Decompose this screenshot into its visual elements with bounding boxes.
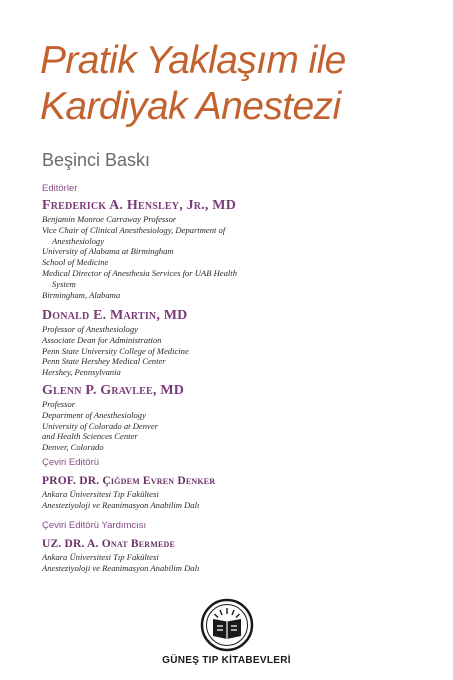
affiliation-line: Denver, Colorado (42, 442, 104, 453)
title-line-2: Kardiyak Anestezi (40, 85, 341, 128)
affiliation-line: Professor of Anesthesiology (42, 324, 138, 334)
publisher-name: GÜNEŞ TIP KİTABEVLERİ (162, 655, 291, 666)
affiliation-line: Anesteziyoloji ve Reanimasyon Anabilim Dalı (42, 499, 200, 510)
affiliation-line: Penn State University College of Medicine (42, 345, 189, 356)
affiliation-line: System (52, 278, 76, 289)
publisher-logo-icon (200, 598, 254, 652)
affiliation-line: Anesthesiology (52, 235, 105, 246)
editor-martin (42, 308, 302, 378)
editor-hensley (42, 198, 302, 300)
affiliation-line: School of Medicine (42, 257, 109, 268)
affiliation-line: Professor (42, 399, 76, 409)
affiliation-line: Department of Anesthesiology (42, 409, 146, 420)
affiliation-line: Penn State Hershey Medical Center (42, 356, 166, 367)
editor-name: Donald E. Martin, MD (42, 308, 188, 323)
affiliation-line: University of Alabama at Birmingham (42, 246, 174, 257)
affiliation-line: Hershey, Pennsylvania (42, 367, 121, 378)
affiliation-line: Benjamin Monroe Carraway Professor (42, 214, 177, 224)
affiliation-line: and Health Sciences Center (42, 431, 138, 442)
assistant-editor-label: Çeviri Editörü Yardımcısı (42, 520, 147, 531)
translation-editor-label: Çeviri Editörü (42, 457, 100, 468)
affiliation-line: Birmingham, Alabama (42, 289, 121, 300)
translation-editor (42, 473, 302, 511)
book-title (40, 38, 440, 130)
editor-name: Frederick A. Hensley, Jr., MD (42, 198, 237, 213)
affiliation-line: University of Colorado at Denver (42, 420, 158, 431)
edition-label: Beşinci Baskı (42, 150, 151, 170)
editor-name: Glenn P. Gravlee, MD (42, 383, 185, 398)
affiliation-line: Anesteziyoloji ve Reanimasyon Anabilim Dalı (42, 562, 200, 573)
assistant-editor (42, 536, 302, 574)
affiliation-line: Medical Director of Anesthesia Services for UAB Health (42, 267, 237, 278)
assistant-editor-name: UZ. DR. A. Onat Bermede (42, 538, 176, 550)
affiliation-line: Associate Dean for Administration (42, 334, 162, 345)
translation-editor-name: PROF. DR. Çiğdem Evren Denker (42, 475, 216, 487)
affiliation-line: Ankara Üniversitesi Tıp Fakültesi (42, 489, 159, 499)
editors-label: Editörler (42, 183, 78, 194)
affiliation-line: Ankara Üniversitesi Tıp Fakültesi (42, 552, 159, 562)
affiliation-line: Vice Chair of Clinical Anesthesiology, Department of (42, 224, 226, 235)
title-line-1: Pratik Yaklaşım ile (40, 39, 346, 82)
editor-gravlee (42, 383, 302, 453)
